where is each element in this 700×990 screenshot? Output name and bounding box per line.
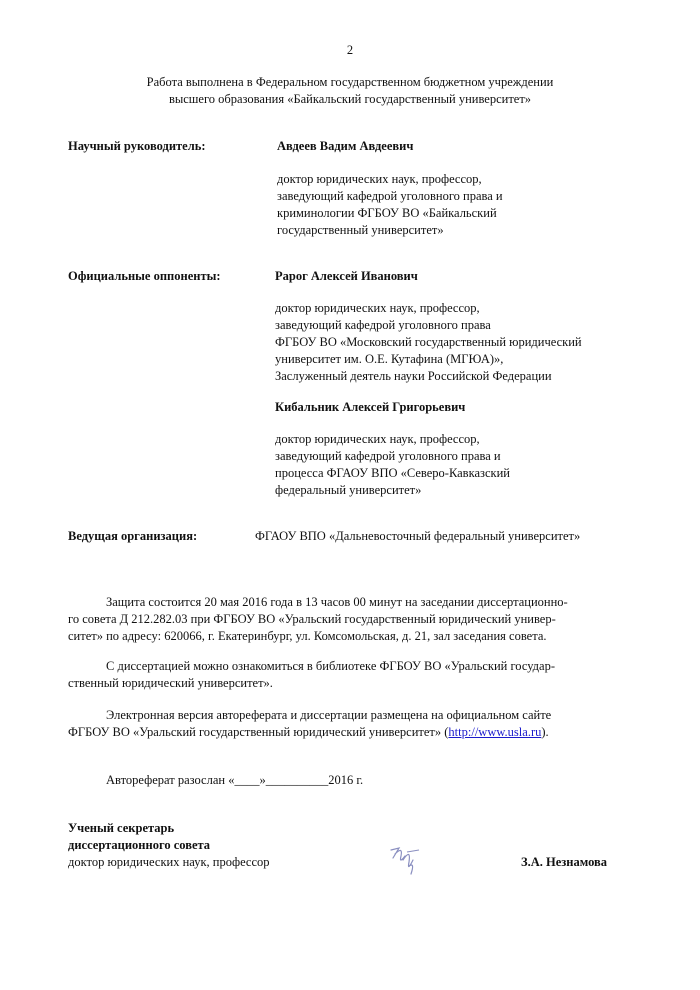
supervisor-role-label: Научный руководитель: — [68, 139, 206, 153]
header-line-2: высшего образования «Байкальский государственный университет» — [168, 92, 532, 106]
opponent-2-desc — [275, 431, 510, 499]
opponent-1-desc — [275, 300, 635, 385]
supervisor-desc-line: доктор юридических наук, профессор, — [277, 172, 482, 186]
electronic-line-2-suffix: ). — [541, 725, 549, 739]
leading-org-label: Ведущая организация: — [68, 529, 198, 543]
page-number: 2 — [346, 43, 354, 57]
defense-line: го совета Д 212.282.03 при ФГБОУ ВО «Уральский государственный юридический универ- — [68, 612, 556, 626]
header-block — [0, 74, 700, 108]
opponent-2-desc-line: процесса ФГАОУ ВПО «Северо-Кавказский — [275, 466, 510, 480]
opponent-1-desc-line: доктор юридических наук, профессор, — [275, 301, 480, 315]
electronic-line-2 — [68, 724, 634, 741]
supervisor-name: Авдеев Вадим Авдеевич — [277, 139, 414, 153]
opponent-1-desc-line: университет им. О.Е. Кутафина (МГЮА)», — [275, 352, 504, 366]
supervisor-desc-line: заведующий кафедрой уголовного права и — [277, 189, 503, 203]
electronic-line-2-prefix: ФГБОУ ВО «Уральский государственный юридический университет» ( — [68, 725, 449, 739]
university-website-link[interactable]: http://www.usla.ru — [448, 725, 542, 739]
opponent-1-name: Рарог Алексей Иванович — [275, 269, 418, 283]
supervisor-desc-line: криминологии ФГБОУ ВО «Байкальский — [277, 206, 497, 220]
electronic-line-1: Электронная версия автореферата и диссертации размещена на официальном сайте — [106, 708, 552, 722]
secretary-title-line-1: Ученый секретарь — [68, 821, 175, 835]
opponent-1-desc-line: Заслуженный деятель науки Российской Федерации — [275, 369, 552, 383]
defense-line: Защита состоится 20 мая 2016 года в 13 часов 00 минут на заседании диссертационно- — [106, 595, 568, 609]
library-paragraph — [68, 658, 634, 692]
opponent-2-desc-line: федеральный университет» — [275, 483, 422, 497]
secretary-name: З.А. Незнамова — [521, 855, 608, 869]
opponent-2-desc-line: доктор юридических наук, профессор, — [275, 432, 480, 446]
defense-paragraph — [68, 594, 634, 645]
secretary-degree: доктор юридических наук, профессор — [68, 855, 270, 869]
secretary-block — [68, 820, 270, 871]
secretary-title-line-2: диссертационного совета — [68, 838, 211, 852]
supervisor-desc-line: государственный университет» — [277, 223, 444, 237]
sent-date-line: Автореферат разослан «____»__________2016 г. — [106, 773, 364, 787]
header-line-1: Работа выполнена в Федеральном государственном бюджетном учреждении — [146, 75, 554, 89]
library-line: ственный юридический университет». — [68, 676, 273, 690]
electronic-paragraph — [68, 707, 634, 741]
supervisor-desc — [277, 171, 503, 239]
defense-line: ситет» по адресу: 620066, г. Екатеринбург, ул. Комсомольская, д. 21, зал заседания совета. — [68, 629, 547, 643]
opponent-1-desc-line: заведующий кафедрой уголовного права — [275, 318, 491, 332]
opponent-2-desc-line: заведующий кафедрой уголовного права и — [275, 449, 501, 463]
opponent-1-desc-line: ФГБОУ ВО «Московский государственный юридический — [275, 335, 582, 349]
opponents-role-label: Официальные оппоненты: — [68, 269, 221, 283]
opponent-2-name: Кибальник Алексей Григорьевич — [275, 400, 466, 414]
leading-org-value: ФГАОУ ВПО «Дальневосточный федеральный университет» — [255, 529, 581, 543]
library-line: С диссертацией можно ознакомиться в библиотеке ФГБОУ ВО «Уральский государ- — [106, 659, 555, 673]
handwritten-signature — [385, 842, 425, 878]
